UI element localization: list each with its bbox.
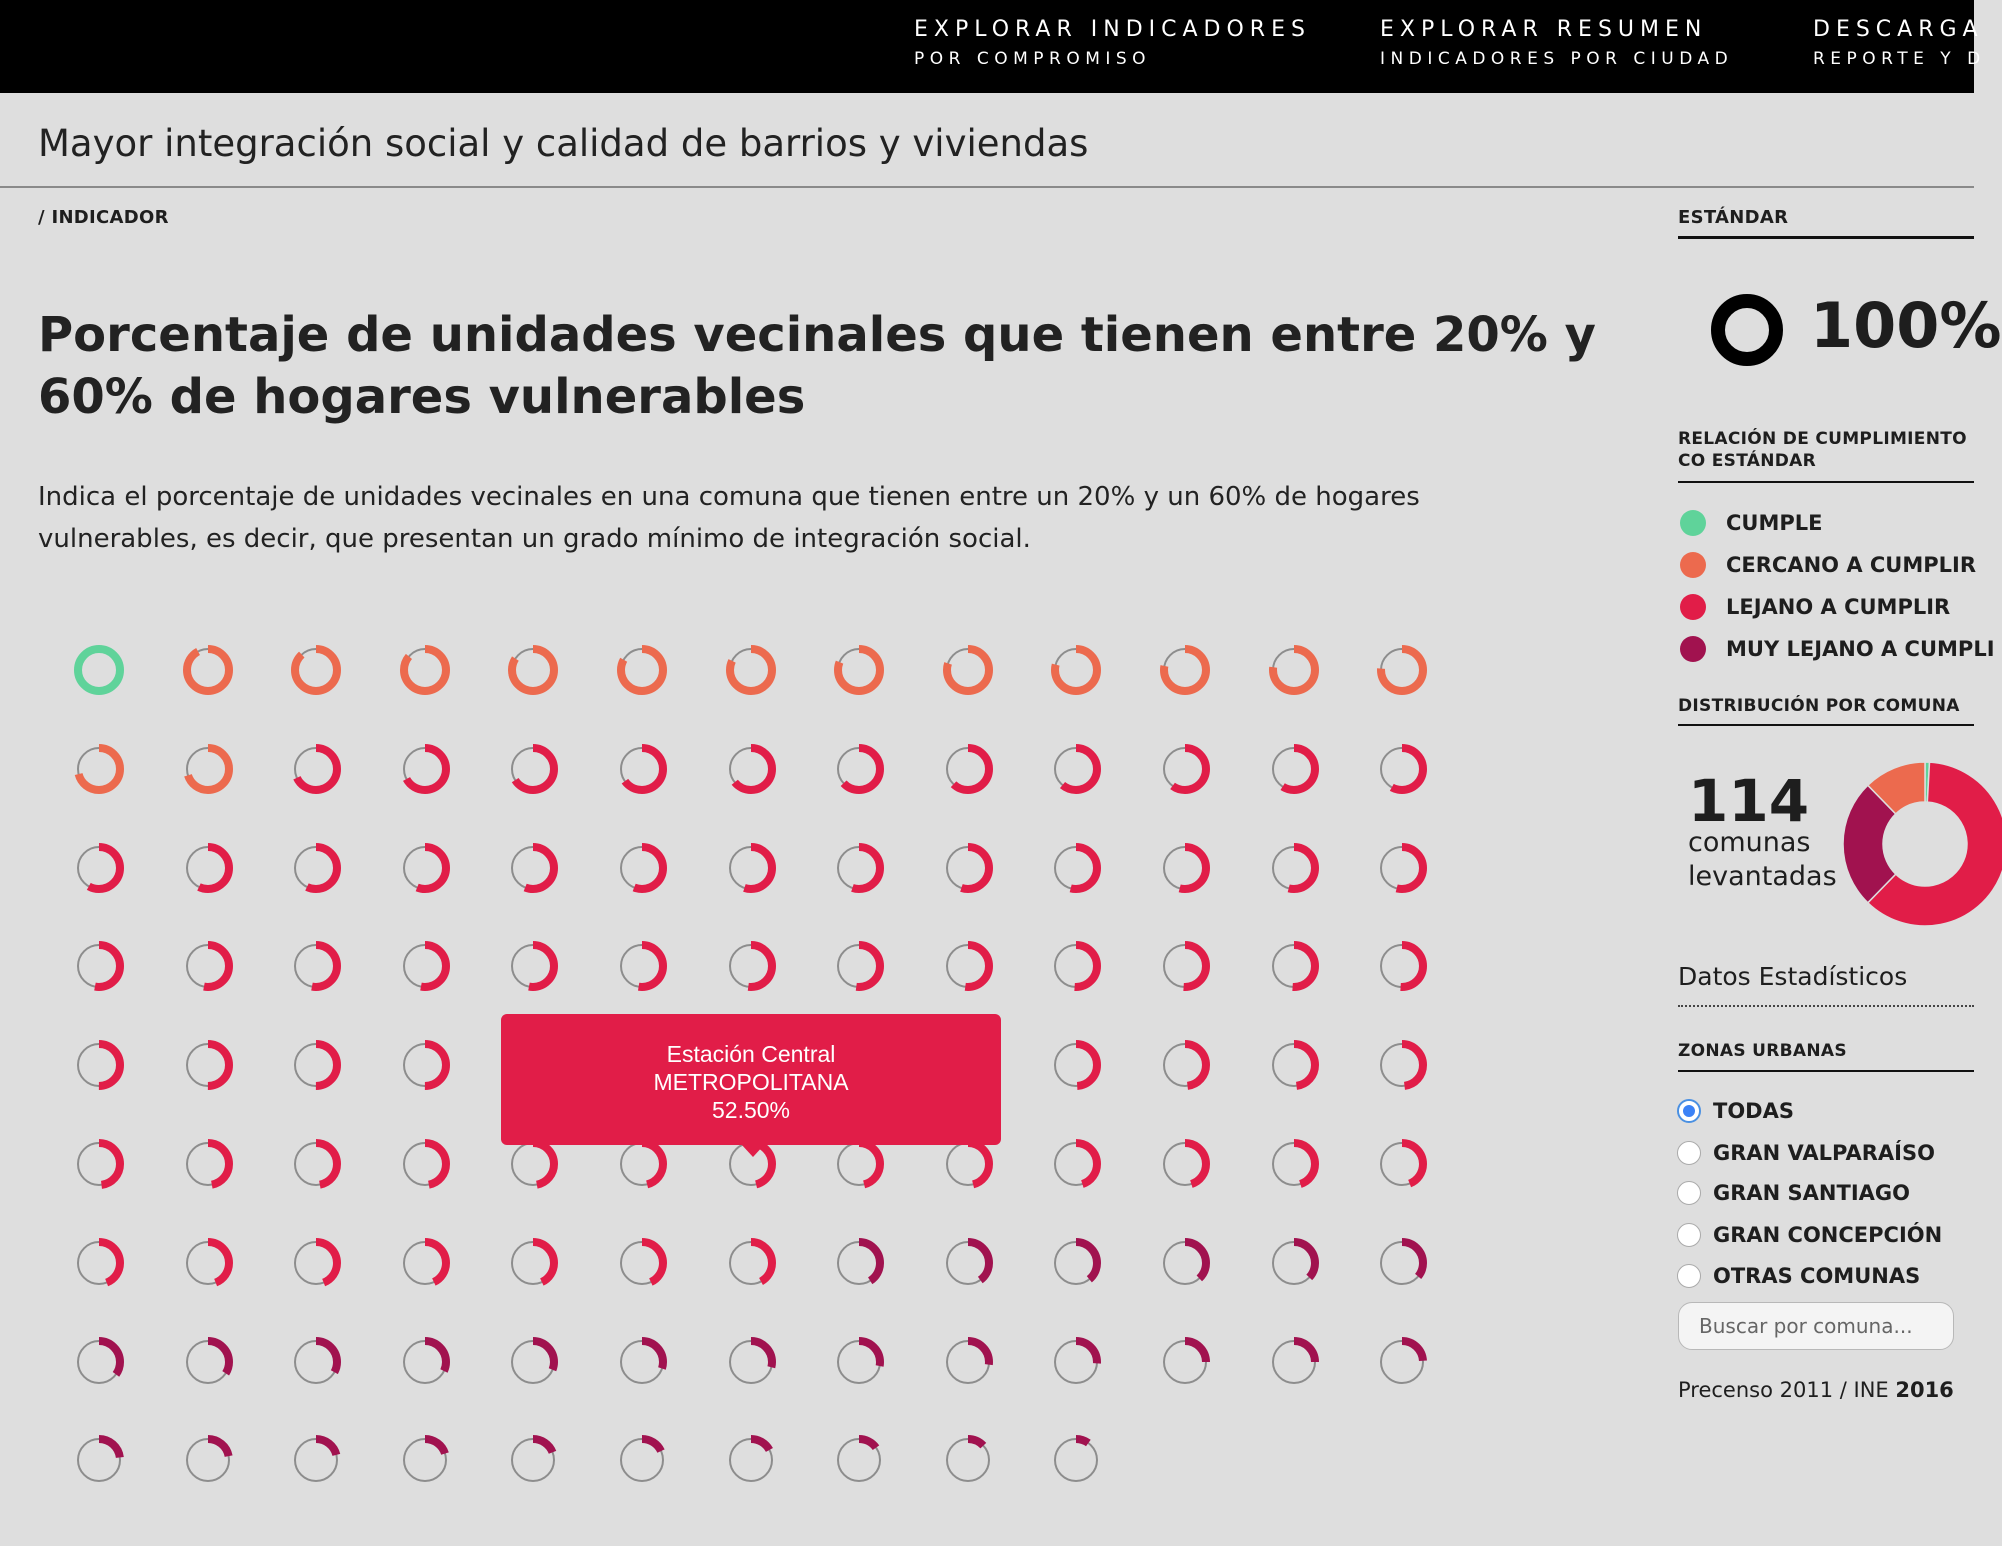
radio-button[interactable] (1677, 1223, 1701, 1247)
comuna-donut[interactable] (1046, 1332, 1106, 1392)
header-divider (0, 186, 1974, 188)
comuna-donut[interactable] (829, 936, 889, 996)
comuna-donut[interactable] (286, 838, 346, 898)
breadcrumb: / INDICADOR (38, 207, 169, 228)
comuna-donut[interactable] (721, 936, 781, 996)
comuna-donut[interactable] (1264, 739, 1324, 799)
zones-label: ZONAS URBANAS (1678, 1041, 1847, 1061)
comuna-tooltip (501, 1014, 1001, 1145)
comuna-donut[interactable] (829, 739, 889, 799)
comuna-donut[interactable] (178, 1233, 238, 1293)
comuna-donut[interactable] (503, 1233, 563, 1293)
comuna-donut[interactable] (69, 1134, 129, 1194)
zone-option-todas[interactable] (1677, 1096, 1794, 1126)
comuna-donut[interactable] (938, 1233, 998, 1293)
comuna-donut[interactable] (1155, 838, 1215, 898)
comuna-donut[interactable] (1372, 1035, 1432, 1095)
comuna-donut[interactable] (178, 739, 238, 799)
comuna-donut[interactable] (286, 739, 346, 799)
comuna-donut[interactable] (938, 838, 998, 898)
comuna-donut[interactable] (1046, 739, 1106, 799)
legend-item-cercano (1680, 550, 1976, 580)
comuna-donut[interactable] (69, 838, 129, 898)
comuna-donut[interactable] (1264, 640, 1324, 700)
sidebar-divider (1678, 1070, 1974, 1072)
comuna-donut[interactable] (395, 1035, 455, 1095)
comuna-donut[interactable] (395, 739, 455, 799)
comuna-donut[interactable] (1372, 1233, 1432, 1293)
comuna-donut[interactable] (829, 1233, 889, 1293)
comuna-donut[interactable] (503, 838, 563, 898)
comuna-donut[interactable] (286, 1035, 346, 1095)
radio-button-checked[interactable] (1677, 1099, 1701, 1123)
comuna-donut[interactable] (1372, 1134, 1432, 1194)
nav-explorar-indicadores[interactable] (914, 16, 1311, 70)
tooltip-pointer (741, 1144, 765, 1157)
dotted-divider (1678, 1005, 1974, 1007)
comuna-donut[interactable] (938, 1332, 998, 1392)
nav-subtitle: REPORTE Y D (1813, 49, 1986, 69)
zone-option-gran-santiago[interactable] (1677, 1178, 1910, 1208)
comuna-donut[interactable] (1155, 1332, 1215, 1392)
comuna-donut[interactable] (1264, 1134, 1324, 1194)
zone-label: GRAN SANTIAGO (1713, 1181, 1910, 1205)
sidebar-divider (1678, 724, 1974, 726)
comuna-donut[interactable] (721, 1332, 781, 1392)
source-note (1678, 1376, 1954, 1404)
donut-arc (295, 649, 337, 691)
zone-label: GRAN VALPARAÍSO (1713, 1141, 1935, 1165)
comuna-donut[interactable] (612, 739, 672, 799)
comuna-donut[interactable] (1264, 1233, 1324, 1293)
comuna-donut[interactable] (612, 1332, 672, 1392)
comuna-donut[interactable] (1046, 640, 1106, 700)
comuna-donut[interactable] (1046, 1035, 1106, 1095)
comuna-donut[interactable] (178, 640, 238, 700)
comuna-donut[interactable] (503, 640, 563, 700)
comuna-donut[interactable] (1372, 739, 1432, 799)
comuna-donut[interactable] (1155, 1035, 1215, 1095)
nav-subtitle: POR COMPROMISO (914, 49, 1152, 69)
comuna-donut[interactable] (829, 640, 889, 700)
comuna-donut[interactable] (1264, 838, 1324, 898)
source-prefix: Precenso 2011 / INE (1678, 1378, 1896, 1402)
source-year: 2016 (1895, 1378, 1954, 1402)
comuna-donut[interactable] (395, 1430, 455, 1490)
comuna-donut[interactable] (721, 1430, 781, 1490)
nav-explorar-resumen[interactable] (1380, 16, 1733, 70)
comuna-donut[interactable] (1264, 1035, 1324, 1095)
comuna-donut[interactable] (1155, 1233, 1215, 1293)
comuna-donut[interactable] (395, 936, 455, 996)
comuna-donut[interactable] (1372, 936, 1432, 996)
comuna-donut[interactable] (395, 640, 455, 700)
zone-label: GRAN CONCEPCIÓN (1713, 1223, 1943, 1247)
zone-label: TODAS (1713, 1099, 1794, 1123)
legend-swatch (1680, 552, 1706, 578)
legend-item-muy-lejano (1680, 634, 1995, 664)
comuna-donut[interactable] (178, 1332, 238, 1392)
comuna-donut[interactable] (286, 1134, 346, 1194)
legend-swatch (1680, 594, 1706, 620)
legend-label: LEJANO A CUMPLIR (1726, 595, 1951, 619)
legend-swatch (1680, 636, 1706, 662)
indicator-title: Porcentaje de unidades vecinales que tienen entre 20% y 60% de hogares vulnerables (38, 307, 1596, 425)
comuna-donut[interactable] (938, 739, 998, 799)
comuna-donut[interactable] (503, 739, 563, 799)
comuna-donut[interactable] (721, 1233, 781, 1293)
comuna-donut[interactable] (69, 739, 129, 799)
nav-descarga[interactable] (1813, 16, 1986, 70)
comuna-donut[interactable] (1155, 640, 1215, 700)
sidebar-divider (1678, 236, 1974, 239)
comuna-donut[interactable] (178, 838, 238, 898)
comuna-donut[interactable] (395, 1233, 455, 1293)
legend-label: MUY LEJANO A CUMPLI (1726, 637, 1995, 661)
tooltip-value: 52.50% (711, 1097, 790, 1123)
comuna-donut[interactable] (1046, 1233, 1106, 1293)
legend-item-cumple (1680, 508, 1822, 538)
comuna-donut[interactable] (69, 1430, 129, 1490)
comuna-donut[interactable] (69, 1035, 129, 1095)
comuna-donut[interactable] (395, 1332, 455, 1392)
comunas-count: 114 (1688, 767, 1810, 835)
distribution-label: DISTRIBUCIÓN POR COMUNA (1678, 696, 1960, 716)
radio-button[interactable] (1677, 1141, 1701, 1165)
comuna-donut[interactable] (612, 1233, 672, 1293)
comuna-donut[interactable] (1155, 739, 1215, 799)
comuna-donut[interactable] (286, 936, 346, 996)
comuna-donut[interactable] (612, 838, 672, 898)
comuna-donut[interactable] (612, 936, 672, 996)
standard-label: ESTÁNDAR (1678, 207, 1789, 228)
comuna-donut[interactable] (1046, 1430, 1106, 1490)
comuna-donut[interactable] (721, 739, 781, 799)
radio-button[interactable] (1677, 1181, 1701, 1205)
comuna-donut[interactable] (721, 640, 781, 700)
comuna-donut[interactable] (69, 1332, 129, 1392)
standard-value: 100% (1810, 289, 2002, 362)
donut-arc (187, 649, 229, 691)
comuna-donut[interactable] (395, 1134, 455, 1194)
legend-swatch (1680, 510, 1706, 536)
legend-item-lejano (1680, 592, 1950, 622)
commitment-title: Mayor integración social y calidad de barrios y viviendas (38, 122, 1089, 165)
zone-option-otras-comunas[interactable] (1677, 1261, 1920, 1291)
comuna-donut[interactable] (395, 838, 455, 898)
legend-label: CUMPLE (1726, 511, 1823, 535)
zone-option-gran-valparaiso[interactable] (1677, 1138, 1935, 1168)
comuna-donut[interactable] (286, 1233, 346, 1293)
comuna-donut[interactable] (178, 936, 238, 996)
donut-arc (78, 649, 120, 691)
zone-label: OTRAS COMUNAS (1713, 1264, 1921, 1288)
comuna-donut[interactable] (829, 1332, 889, 1392)
radio-button[interactable] (1677, 1264, 1701, 1288)
comuna-donut[interactable] (1046, 936, 1106, 996)
comuna-donut[interactable] (286, 1332, 346, 1392)
comuna-donut[interactable] (1155, 936, 1215, 996)
comuna-search-input[interactable] (1678, 1302, 1954, 1350)
comuna-donut[interactable] (69, 936, 129, 996)
standard-ring-icon (1710, 293, 1784, 367)
comuna-donut[interactable] (612, 1430, 672, 1490)
comuna-donut[interactable] (1046, 1134, 1106, 1194)
comuna-donut[interactable] (1046, 838, 1106, 898)
comuna-donut[interactable] (1264, 1332, 1324, 1392)
zone-option-gran-concepcion[interactable] (1677, 1220, 1942, 1250)
comuna-donut[interactable] (721, 838, 781, 898)
comuna-donut[interactable] (938, 936, 998, 996)
nav-subtitle: INDICADORES POR CIUDAD (1380, 49, 1734, 69)
comuna-donut[interactable] (286, 640, 346, 700)
sidebar-divider (1678, 481, 1974, 483)
comuna-donut[interactable] (829, 1430, 889, 1490)
comuna-donut[interactable] (938, 640, 998, 700)
comuna-donut[interactable] (938, 1430, 998, 1490)
relation-label: RELACIÓN DE CUMPLIMIENTO CO ESTÁNDAR (1678, 429, 1967, 471)
comuna-donut[interactable] (503, 936, 563, 996)
comuna-donut[interactable] (178, 1035, 238, 1095)
comuna-donut[interactable] (1372, 838, 1432, 898)
tooltip-region: METROPOLITANA (653, 1069, 849, 1095)
comuna-donut[interactable] (503, 1332, 563, 1392)
comunas-caption: comunas levantadas (1688, 827, 1837, 892)
comuna-donut[interactable] (178, 1134, 238, 1194)
comuna-donut[interactable] (1155, 1134, 1215, 1194)
comuna-donut[interactable] (1264, 936, 1324, 996)
comuna-donut[interactable] (1372, 640, 1432, 700)
comuna-donut[interactable] (69, 640, 129, 700)
comuna-donut[interactable] (612, 640, 672, 700)
nav-title: DESCARGA (1813, 17, 1984, 42)
comuna-donut[interactable] (286, 1430, 346, 1490)
indicator-description: Indica el porcentaje de unidades vecinales en una comuna que tienen entre un 20% y un 60% de hogares vulnerables, es decir, que presentan un grado mínimo de integración social. (38, 482, 1420, 554)
donut-track (1055, 1439, 1097, 1481)
datos-estadisticos-link[interactable]: Datos Estadísticos (1678, 962, 1908, 991)
comuna-donut[interactable] (69, 1233, 129, 1293)
comuna-donut[interactable] (1372, 1332, 1432, 1392)
nav-title: EXPLORAR RESUMEN (1380, 17, 1708, 42)
distribution-donut-chart (1843, 762, 1974, 926)
comuna-donut[interactable] (829, 838, 889, 898)
comuna-donut[interactable] (178, 1430, 238, 1490)
nav-title: EXPLORAR INDICADORES (914, 17, 1311, 42)
tooltip-comuna: Estación Central (666, 1041, 836, 1067)
comuna-donut[interactable] (503, 1430, 563, 1490)
legend-label: CERCANO A CUMPLIR (1726, 553, 1977, 577)
top-navigation-bar (0, 0, 1986, 93)
